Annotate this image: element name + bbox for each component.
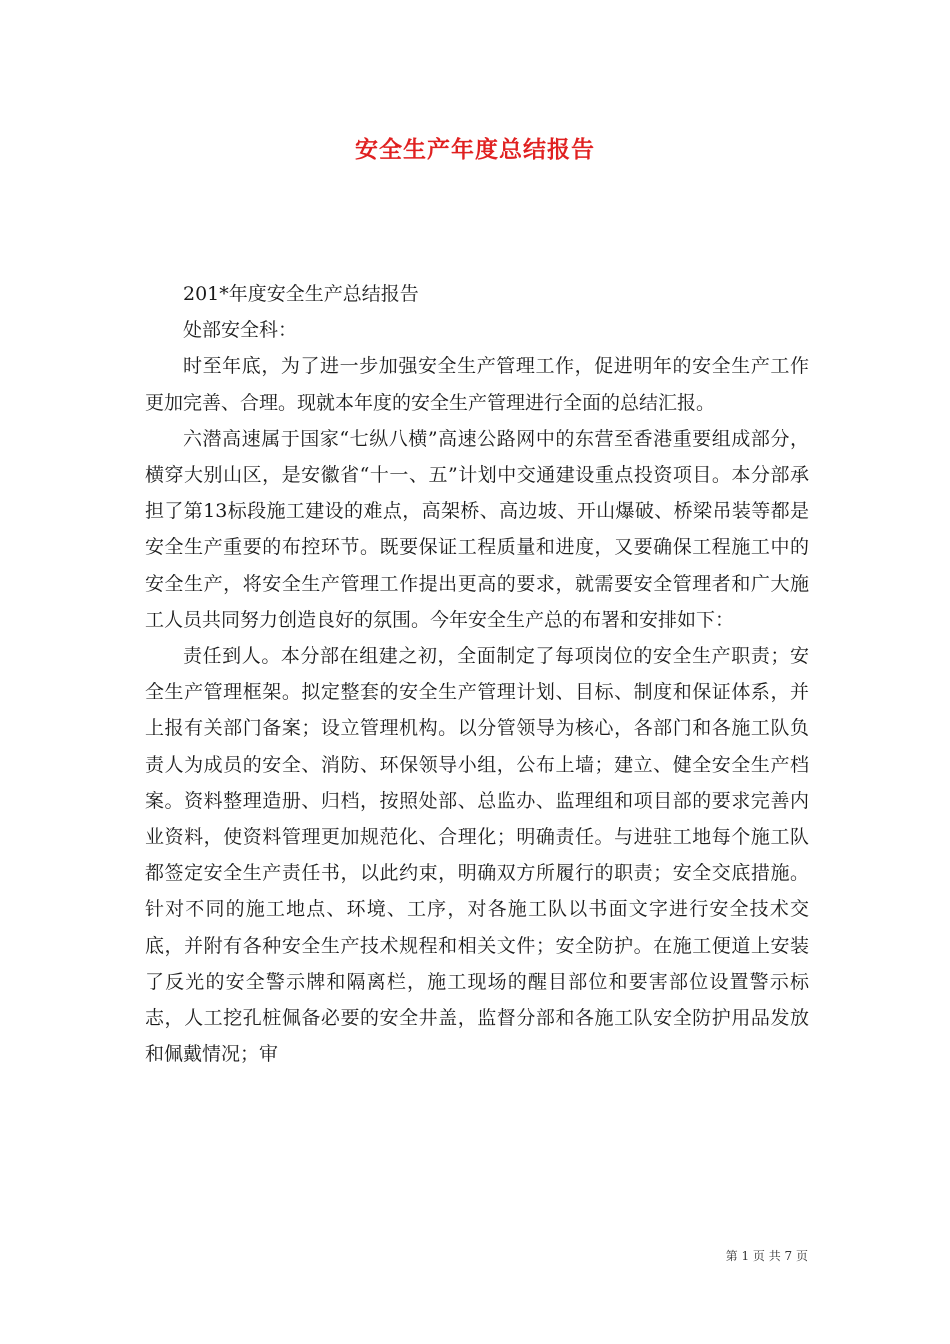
body-paragraph: 六潜高速属于国家“七纵八横”高速公路网中的东营至香港重要组成部分，横穿大别山区，是安徽省“十一、五”计划中交通建设重点投资项目。本分部承担了第13标段施工建设的难点，高架桥、高边坡、开山爆破、桥梁吊装等都是安全生产重要的布控环节。既要保证工程质量和进度，又要确保工程施工中的安全生产，将安全生产管理工作提出更高的要求，就需要安全管理者和广大施工人员共同努力创造良好的氛围。今年安全生产总的布署和安排如下：	[145, 427, 809, 631]
body-paragraph: 时至年底，为了进一步加强安全生产管理工作，促进明年的安全生产工作更加完善、合理。现就本年度的安全生产管理进行全面的总结汇报。	[145, 355, 809, 414]
page-number: 第 1 页 共 7 页	[725, 1249, 808, 1263]
body-paragraph: 责任到人。本分部在组建之初，全面制定了每项岗位的安全生产职责；安全生产管理框架。拟定整套的安全生产管理计划、目标、制度和保证体系，并上报有关部门备案；设立管理机构。以分管领导为核心，各部门和各施工队负责人为成员的安全、消防、环保领导小组，公布上墙；建立、健全安全生产档案。资料整理造册、归档，按照处部、总监办、监理组和项目部的要求完善内业资料，使资料管理更加规范化、合理化；明确责任。与进驻工地每个施工队都签定安全生产责任书，以此约束，明确双方所履行的职责；安全交底措施。针对不同的施工地点、环境、工序，对各施工队以书面文字进行安全技术交底，并附有各种安全生产技术规程和相关文件；安全防护。在施工便道上安装了反光的安全警示牌和隔离栏，施工现场的醒目部位和要害部位设置警示标志，人工挖孔桩佩备必要的安全井盖，监督分部和各施工队安全防护用品发放和佩戴情况；审	[145, 645, 809, 1066]
report-subtitle: 201*年度安全生产总结报告	[183, 283, 419, 305]
document-body	[145, 276, 809, 1072]
document-title: 安全生产年度总结报告	[355, 136, 595, 163]
salutation: 处部安全科：	[183, 319, 298, 342]
